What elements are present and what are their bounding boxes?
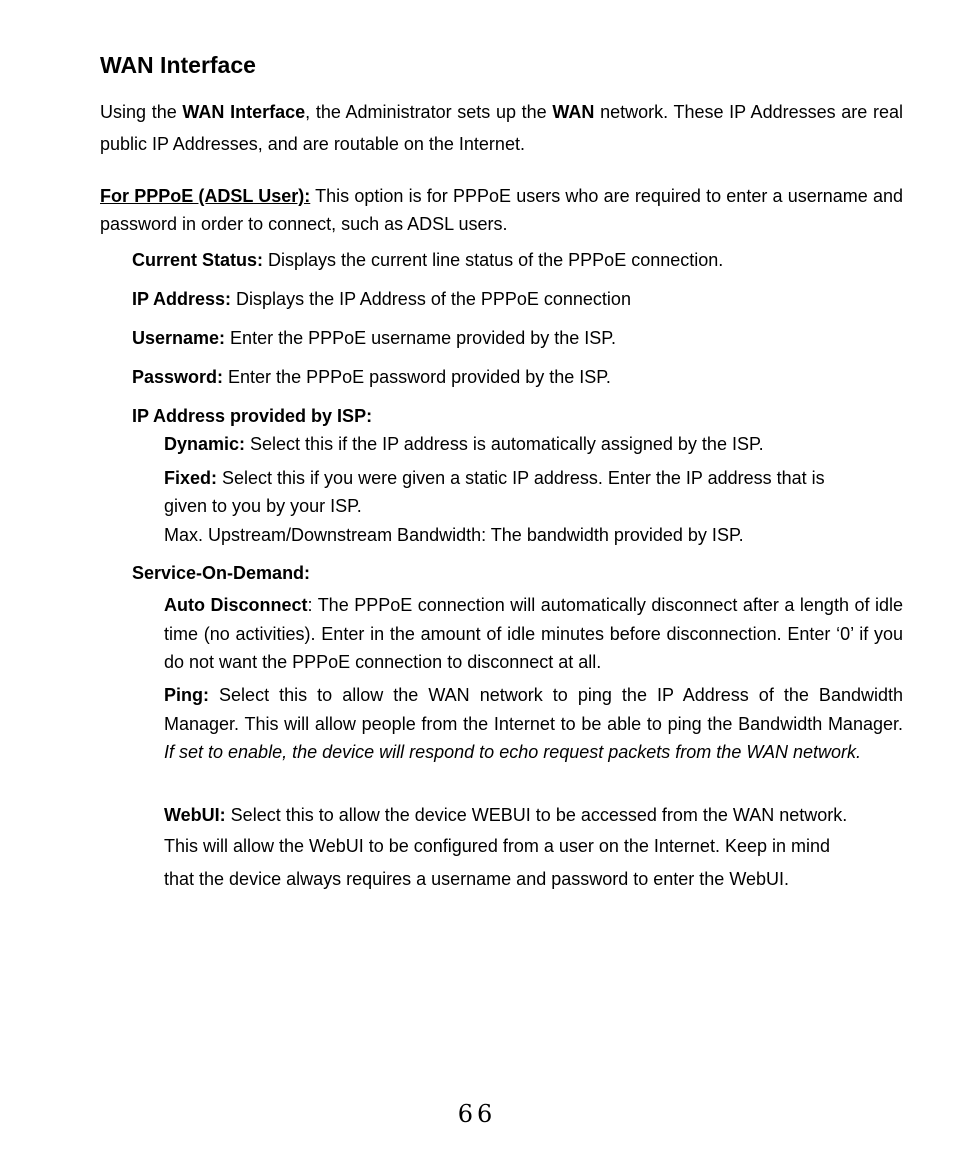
pppoe-text: This option is for PPPoE users who are required to enter a username and password in order to connect, such as ADSL users. [100, 186, 903, 234]
service-on-demand-label: Service-On-Demand: [132, 563, 311, 583]
intro-text-3: network. These IP Addresses are real public IP Addresses, and are routable on the Internet. [100, 102, 904, 154]
field-label: Password: [132, 367, 224, 387]
intro-paragraph [100, 96, 903, 160]
field-text: Enter the PPPoE username provided by the ISP. [225, 328, 616, 348]
intro-bold-wan: WAN [552, 102, 595, 122]
intro-text-2: , the Administrator sets up the [305, 102, 553, 122]
field-text: Displays the current line status of the PPPoE connection. [263, 250, 724, 270]
webui-text: Select this to allow the device WEBUI to be accessed from the WAN network. [225, 805, 848, 825]
field-label: IP Address: [132, 289, 232, 309]
dynamic-text: Select this if the IP address is automatically assigned by the ISP. [245, 434, 764, 454]
field-text: Displays the IP Address of the PPPoE connection [231, 289, 631, 309]
dynamic-item [164, 434, 764, 454]
field-label: Current Status: [132, 250, 264, 270]
dynamic-label: Dynamic: [164, 434, 246, 454]
ping-text: Select this to allow the WAN network to ping the IP Address of the Bandwidth Manager. This will allow people from the Internet to be able to ping the Bandwidth Manager. [164, 685, 903, 734]
ping-label: Ping: [164, 685, 209, 705]
webui-line3: that the device always requires a username and password to enter the WebUI. [164, 869, 790, 889]
field-label: Username: [132, 328, 226, 348]
auto-disconnect-label: Auto Disconnect [164, 595, 308, 615]
webui-line2: This will allow the WebUI to be configured from a user on the Internet. Keep in mind [164, 836, 831, 856]
ip-provided-label: IP Address provided by ISP: [132, 406, 373, 426]
webui-label: WebUI: [164, 805, 226, 825]
field-ip-address [132, 289, 631, 309]
ping-italic-text: If set to enable, the device will respond to echo request packets from the WAN network. [164, 742, 862, 762]
intro-text-1: Using the [100, 102, 183, 122]
field-username [132, 328, 616, 348]
page-title: WAN Interface [100, 52, 256, 78]
ping-paragraph [164, 681, 903, 767]
auto-disconnect-text: : The PPPoE connection will automatically disconnect after a length of idle time (no activities). Enter in the amount of idle minutes before disconnection. Enter ‘0’ if you do not want the PPPoE connection to disconnect at all. [164, 595, 903, 672]
pppoe-label: For PPPoE (ADSL User): [100, 186, 311, 206]
fixed-item [164, 468, 825, 488]
fixed-text: Select this if you were given a static IP address. Enter the IP address that is [217, 468, 825, 488]
webui-item [164, 805, 847, 825]
fixed-label: Fixed: [164, 468, 218, 488]
intro-bold-wan-interface: WAN Interface [182, 102, 306, 122]
bandwidth-line: Max. Upstream/Downstream Bandwidth: The bandwidth provided by ISP. [164, 525, 744, 545]
page-number: 66 [457, 1100, 497, 1128]
pppoe-paragraph [100, 182, 903, 238]
field-password [132, 367, 611, 387]
fixed-text-line2: given to you by your ISP. [164, 496, 362, 516]
field-current-status [132, 250, 723, 270]
auto-disconnect-paragraph [164, 591, 903, 677]
field-text: Enter the PPPoE password provided by the ISP. [223, 367, 611, 387]
